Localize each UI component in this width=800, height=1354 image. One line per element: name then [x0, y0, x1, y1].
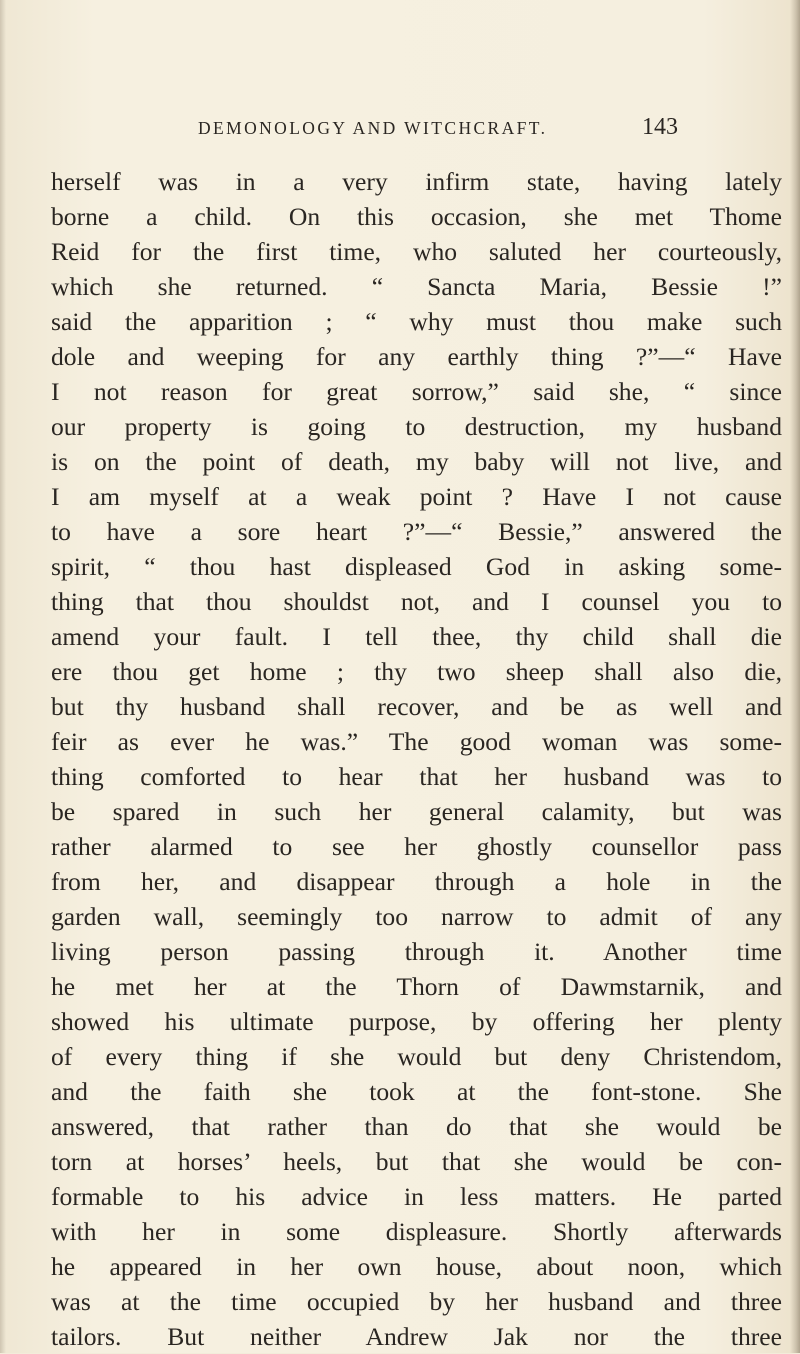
text-line: was at the time occupied by her husband and three — [51, 1287, 782, 1316]
text-line: feir as ever he was.” The good woman was some- — [51, 727, 782, 756]
text-line: with her in some displeasure. Shortly afterwards — [51, 1217, 782, 1246]
text-line: to have a sore heart ?”—“ Bessie,” answered the — [51, 517, 782, 546]
text-line: and the faith she took at the font-stone. She — [51, 1077, 782, 1106]
body-paragraph — [51, 164, 782, 1354]
text-line: our property is going to destruction, my husband — [51, 412, 782, 441]
text-line: borne a child. On this occasion, she met Thome — [51, 202, 782, 231]
running-head — [198, 114, 678, 144]
text-line: ere thou get home ; thy two sheep shall also die, — [51, 657, 782, 686]
text-line: dole and weeping for any earthly thing ?”—“ Have — [51, 342, 782, 371]
text-line: living person passing through it. Another time — [51, 937, 782, 966]
text-line: formable to his advice in less matters. He parted — [51, 1182, 782, 1211]
text-line: from her, and disappear through a hole in the — [51, 867, 782, 896]
text-line: I not reason for great sorrow,” said she, “ since — [51, 377, 782, 406]
page-edge-shadow — [790, 0, 800, 1353]
text-line: said the apparition ; “ why must thou make such — [51, 307, 782, 336]
text-line: garden wall, seemingly too narrow to admit of any — [51, 902, 782, 931]
text-line: he met her at the Thorn of Dawmstarnik, and — [51, 972, 782, 1001]
text-line: but thy husband shall recover, and be as well and — [51, 692, 782, 721]
text-line: answered, that rather than do that she would be — [51, 1112, 782, 1141]
text-line: of every thing if she would but deny Christendom, — [51, 1042, 782, 1071]
text-line: amend your fault. I tell thee, thy child shall die — [51, 622, 782, 651]
text-line: spirit, “ thou hast displeased God in asking some- — [51, 552, 782, 581]
text-line: herself was in a very infirm state, having lately — [51, 167, 782, 196]
text-line: thing that thou shouldst not, and I counsel you to — [51, 587, 782, 616]
text-line: showed his ultimate purpose, by offering her plenty — [51, 1007, 782, 1036]
text-line: thing comforted to hear that her husband was to — [51, 762, 782, 791]
text-line: tailors. But neither Andrew Jak nor the three — [51, 1322, 782, 1351]
text-line: I am myself at a weak point ? Have I not cause — [51, 482, 782, 511]
text-line: Reid for the first time, who saluted her courteously, — [51, 237, 782, 266]
text-line: he appeared in her own house, about noon, which — [51, 1252, 782, 1281]
running-title: DEMONOLOGY AND WITCHCRAFT. — [198, 118, 548, 138]
text-line: be spared in such her general calamity, but was — [51, 797, 782, 826]
text-line: which she returned. “ Sancta Maria, Bessie !” — [51, 272, 782, 301]
page-gutter-shadow — [0, 0, 6, 1353]
page-number: 143 — [642, 114, 678, 140]
text-line: torn at horses’ heels, but that she would be con- — [51, 1147, 782, 1176]
text-line: rather alarmed to see her ghostly counsellor pass — [51, 832, 782, 861]
text-line: is on the point of death, my baby will not live, and — [51, 447, 782, 476]
